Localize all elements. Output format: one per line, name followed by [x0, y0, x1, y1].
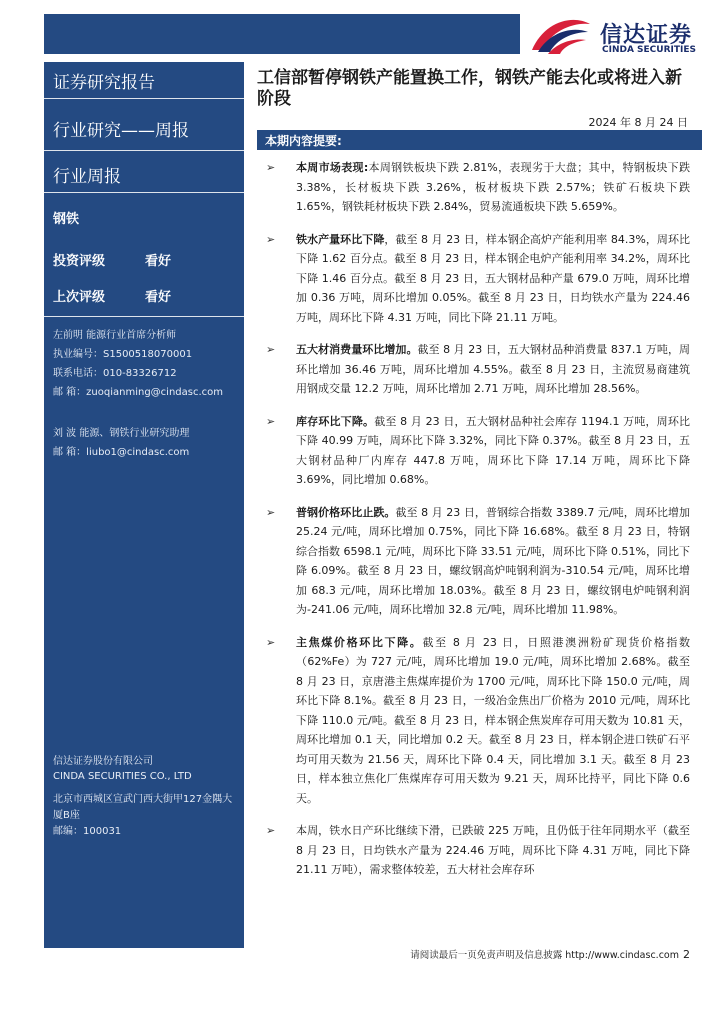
list-item	[266, 821, 690, 880]
prev-rating-value: 看好	[145, 290, 172, 305]
prev-rating-label: 上次评级	[53, 290, 106, 305]
list-item	[266, 412, 690, 490]
arrow-bullet-icon: ➢	[266, 824, 276, 837]
arrow-bullet-icon: ➢	[266, 635, 276, 649]
arrow-bullet-icon: ➢	[266, 505, 276, 519]
bullet-text: 本周钢铁板块下跌 2.81%，表现劣于大盘；其中，特钢板块下跌 3.38%，长材板块下跌 3.26%，板材板块下跌 2.57%；铁矿石板块下跌 1.65%，钢铁耗材板块下跌 2.84%，贸易流通板块下跌 5.659%。	[296, 161, 690, 213]
arrow-bullet-icon: ➢	[266, 343, 276, 356]
bullet-lead: 主焦煤价格环比下降。	[296, 635, 423, 649]
arrow-bullet-icon: ➢	[266, 161, 276, 174]
analyst1-phone: 联系电话：010-83326712	[53, 368, 177, 379]
bullet-text: 截至 8 月 23 日，普钢综合指数 3389.7 元/吨，周环比增加 25.24 元/吨，周环比增加 0.75%，同比下降 16.68%。截至 8 月 23 日，特钢综合指数 6598.1 元/吨，周环比下降 33.51 元/吨，周环比下降 0.51%，同比下降 6.09%。截至 8 月 23 日，螺纹钢高炉吨钢利润为-310.54 元/吨，周环比增加 68.3 元/吨，周环比增加 18.03%。截至 8 月 23 日，螺纹钢电炉吨钢利润为-241.06 元/吨，周环比增加 32.8 元/吨，周环比增加 11.98%。	[296, 505, 690, 616]
brand-logo	[528, 14, 708, 58]
analyst1-license: 执业编号：S1500518070001	[53, 349, 193, 360]
brand-name-cn: 信达证券	[600, 23, 693, 48]
arrow-bullet-icon: ➢	[266, 232, 276, 246]
list-item	[266, 158, 690, 217]
bullet-lead: 本周市场表现:	[296, 161, 369, 174]
bullet-lead: 五大材消费量环比增加。	[296, 343, 418, 356]
sidebar-divider	[44, 316, 244, 317]
report-subcategory: 行业周报	[53, 167, 121, 187]
list-item	[266, 230, 690, 328]
analyst1-email[interactable]: 邮 箱：zuoqianming@cindasc.com	[53, 387, 224, 398]
report-date: 2024 年 8 月 24 日	[588, 116, 688, 129]
cinda-logo-icon	[528, 16, 594, 56]
report-type: 证券研究报告	[53, 73, 155, 93]
bullet-text: 本周，铁水日产环比继续下滑，已跌破 225 万吨，且仍低于往年同期水平（截至 8 月 23 日，日均铁水产量为 224.46 万吨，周环比下降 4.31 万吨，同比下降 21.11 万吨），需求整体较差，五大材社会库存环	[296, 824, 690, 876]
summary-list	[266, 158, 690, 893]
analyst2-name: 刘 波 能源、钢铁行业研究助理	[53, 428, 190, 439]
report-title: 工信部暂停钢铁产能置换工作，钢铁产能去化或将进入新阶段	[257, 68, 682, 109]
company-name-cn: 信达证券股份有限公司	[53, 756, 153, 767]
arrow-bullet-icon: ➢	[266, 414, 276, 428]
industry-label: 钢铁	[53, 212, 80, 227]
company-name-en: CINDA SECURITIES CO., LTD	[53, 771, 192, 782]
company-postcode: 邮编：100031	[53, 826, 122, 837]
company-address-cont: 厦B座	[53, 810, 80, 821]
bullet-lead: 铁水产量环比下降	[296, 232, 385, 246]
header-band	[44, 14, 520, 54]
rating-label: 投资评级	[53, 254, 106, 269]
brand-name-en: CINDA SECURITIES	[602, 45, 696, 55]
list-item	[266, 340, 690, 399]
sidebar-divider	[44, 98, 244, 99]
bullet-text: 截至 8 月 23 日，五大钢材品种消费量 837.1 万吨，周环比增加 36.46 万吨，周环比增加 4.55%。截至 8 月 23 日，主流贸易商建筑用钢成交量 12.2 万吨，周环比增加 2.71 万吨，周环比增加 28.56%。	[296, 343, 691, 395]
bullet-text: 截至 8 月 23 日，日照港澳洲粉矿现货价格指数（62%Fe）为 727 元/吨，周环比增加 19.0 元/吨，周环比增加 2.68%。截至 8 月 23 日，京唐港主焦煤库提价为 1700 元/吨，周环比下降 150.0 元/吨，周环比下降 8.1%。截至 8 月 23 日，一级冶金焦出厂价格为 2010 元/吨，周环比下降 110.0 元/吨。截至 8 月 23 日，样本钢企焦炭库存可用天数为 10.81 天，周环比增加 0.1 天，同比增加 0.2 天。截至 8 月 23 日，样本钢企进口铁矿石平均可用天数为 21.56 天，周环比下降 0.4 天，同比增加 3.1 天。截至 8 月 23 日，样本独立焦化厂焦煤库存可用天数为 9.21 天，周环比持平，同比下降 0.6 天。	[296, 635, 691, 805]
bullet-text: ，截至 8 月 23 日，样本钢企高炉产能利用率 84.3%，周环比下降 1.62 百分点。截至 8 月 23 日，样本钢企电炉产能利用率 34.2%，周环比下降 1.46 百分点。截至 8 月 23 日，五大钢材品种产量 679.0 万吨，周环比增加 0.36 万吨，周环比增加 0.05%。截至 8 月 23 日，日均铁水产量为 224.46 万吨，周环比下降 4.31 万吨，同比下降 21.11 万吨。	[296, 232, 691, 324]
company-address: 北京市西城区宣武门西大街甲127金隅大	[53, 794, 233, 805]
summary-header	[257, 130, 702, 150]
page-number: 2	[683, 948, 690, 961]
summary-label: 本期内容提要:	[265, 134, 342, 148]
bullet-lead: 普钢价格环比止跌。	[296, 505, 396, 519]
analyst2-email[interactable]: 邮 箱：liubo1@cindasc.com	[53, 447, 190, 458]
bullet-lead: 库存环比下降。	[296, 414, 375, 428]
sidebar-divider	[44, 192, 244, 193]
list-item	[266, 503, 690, 620]
page-footer	[410, 947, 690, 961]
sidebar-divider	[44, 150, 244, 151]
bullet-text: 截至 8 月 23 日，五大钢材品种社会库存 1194.1 万吨，周环比下降 40.99 万吨，周环比下降 3.32%，同比下降 0.37%。截至 8 月 23 日，五大钢材品种厂内库存 447.8 万吨，周环比下降 17.14 万吨，周环比下降 3.69%，同比增加 0.68%。	[296, 414, 691, 486]
rating-value: 看好	[145, 254, 172, 269]
report-category: 行业研究——周报	[53, 121, 189, 141]
footer-disclaimer-link[interactable]: 请阅读最后一页免责声明及信息披露 http://www.cindasc.com	[410, 950, 679, 961]
sidebar	[44, 62, 244, 948]
list-item	[266, 633, 690, 809]
analyst1-name: 左前明 能源行业首席分析师	[53, 330, 177, 341]
